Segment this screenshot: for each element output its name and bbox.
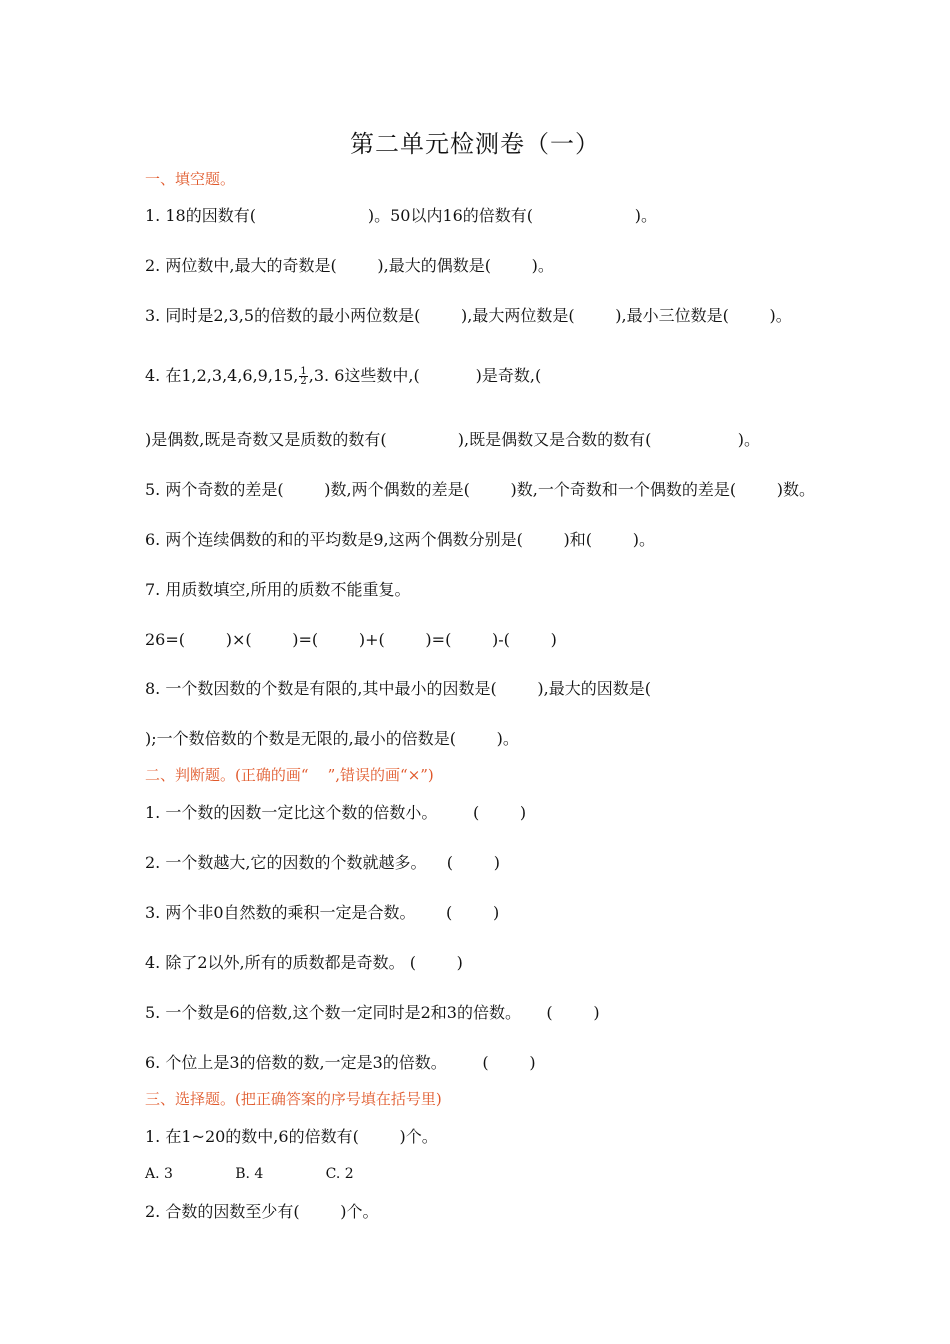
judge-question-6: 6. 个位上是3的倍数的数,一定是3的倍数。 ( ) [145, 1053, 536, 1072]
section-fill-heading: 一、填空题。 [145, 170, 236, 188]
choice-question-1-options: A. 3 B. 4 C. 2 [145, 1166, 354, 1182]
fill-question-7: 7. 用质数填空,所用的质数不能重复。 [145, 580, 411, 599]
fill-question-1: 1. 18的因数有( )。50以内16的倍数有( )。 [145, 206, 658, 225]
fill-question-4-start: 4. 在1,2,3,4,6,9,15, [145, 366, 299, 385]
judge-question-4: 4. 除了2以外,所有的质数都是奇数。 ( ) [145, 953, 463, 972]
fill-question-3: 3. 同时是2,3,5的倍数的最小两位数是( ),最大两位数是( ),最小三位数是( )。 [145, 306, 792, 325]
fill-question-2: 2. 两位数中,最大的奇数是( ),最大的偶数是( )。 [145, 256, 554, 275]
fill-question-6: 6. 两个连续偶数的和的平均数是9,这两个偶数分别是( )和( )。 [145, 530, 655, 549]
fill-question-5: 5. 两个奇数的差是( )数,两个偶数的差是( )数,一个奇数和一个偶数的差是( )数。 [145, 480, 816, 499]
fraction-denominator: 2 [300, 376, 307, 387]
fill-question-7-equation: 26=( )×( )=( )+( )=( )-( ) [145, 630, 557, 649]
fill-question-4-continued: )是偶数,既是奇数又是质数的数有( ),既是偶数又是合数的数有( )。 [145, 430, 761, 449]
choice-question-2: 2. 合数的因数至少有( )个。 [145, 1202, 379, 1221]
judge-question-2: 2. 一个数越大,它的因数的个数就越多。 ( ) [145, 853, 500, 872]
fill-question-4 [145, 365, 541, 387]
fraction-numerator: 1 [300, 366, 307, 377]
judge-question-1: 1. 一个数的因数一定比这个数的倍数小。 ( ) [145, 803, 527, 822]
fill-question-4-end: ,3. 6这些数中,( )是奇数,( [308, 366, 542, 385]
judge-question-3: 3. 两个非0自然数的乘积一定是合数。 ( ) [145, 903, 500, 922]
fill-question-8: 8. 一个数因数的个数是有限的,其中最小的因数是( ),最大的因数是( [145, 679, 651, 698]
judge-question-5: 5. 一个数是6的倍数,这个数一定同时是2和3的倍数。 ( ) [145, 1003, 600, 1022]
fraction-one-half [299, 367, 307, 386]
fill-question-8-continued: );一个数倍数的个数是无限的,最小的倍数是( )。 [145, 729, 519, 748]
section-choice-heading: 三、选择题。(把正确答案的序号填在括号里) [145, 1090, 442, 1108]
page-title: 第二单元检测卷（一） [350, 130, 600, 158]
section-judge-heading: 二、判断题。(正确的画“ ”,错误的画“×”) [145, 766, 434, 784]
choice-question-1: 1. 在1~20的数中,6的倍数有( )个。 [145, 1127, 438, 1146]
